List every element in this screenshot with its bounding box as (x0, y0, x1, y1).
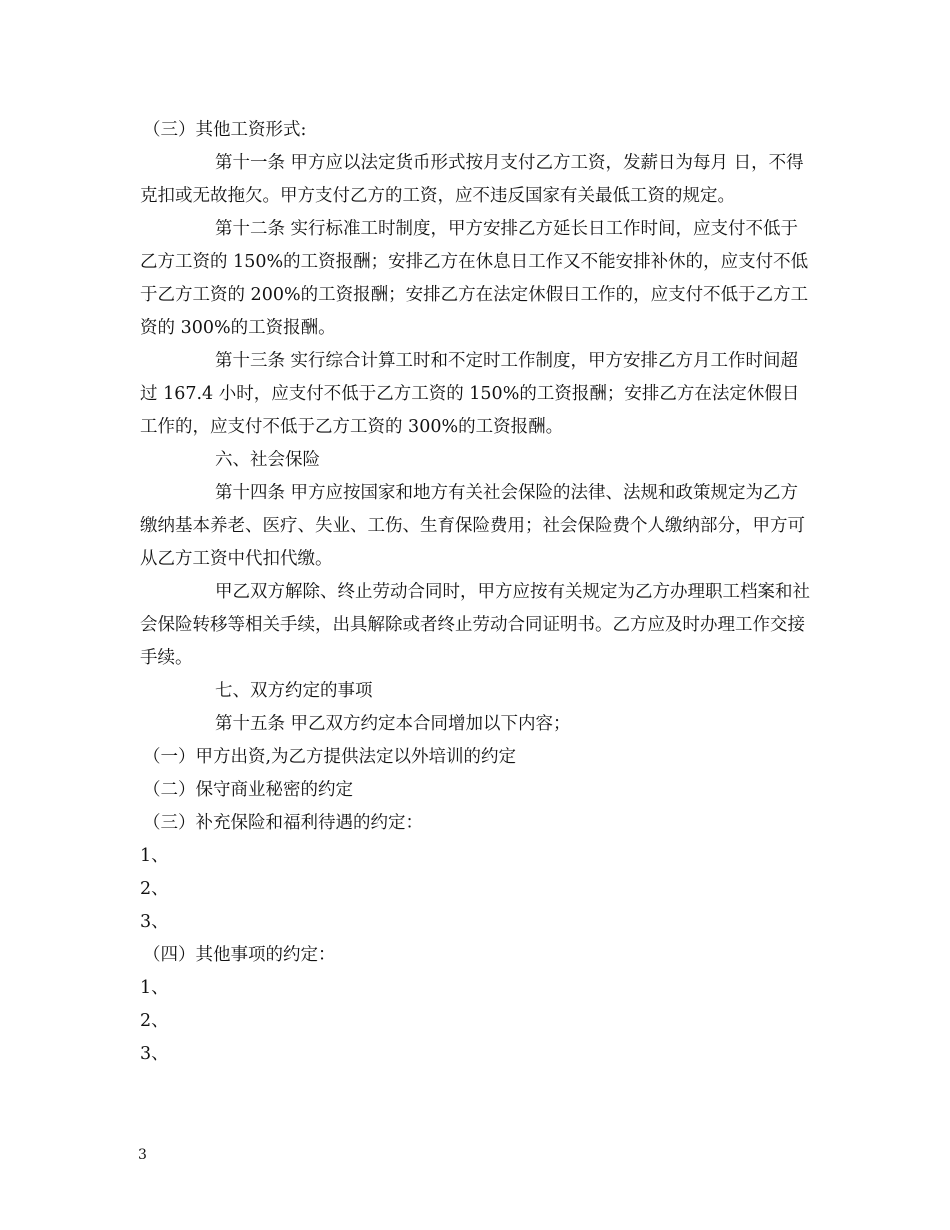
document-body (140, 114, 812, 1071)
article-15-paragraph: 第十五条 甲乙双方约定本合同增加以下内容； (215, 714, 571, 734)
clause-other-matters: （四）其他事项的约定： (143, 945, 336, 965)
article-12-paragraph: 第十二条 实行标准工时制度，甲方安排乙方延长日工作时间，应支付不低于乙方工资的 150%的工资报酬；安排乙方在休息日工作又不能安排补休的，应支付不低于乙方工资的 200%的工资报酬；安排乙方在法定休假日工作的，应支付不低于乙方工资的 300%的工资报酬。 (140, 219, 809, 338)
chapter-heading-social-insurance: 六、社会保险 (215, 450, 320, 470)
clause-training: （一）甲方出资,为乙方提供法定以外培训的约定 (143, 747, 517, 767)
list-item: 3、 (140, 1044, 169, 1064)
article-14-paragraph: 第十四条 甲方应按国家和地方有关社会保险的法律、法规和政策规定为乙方缴纳基本养老、医疗、失业、工伤、生育保险费用；社会保险费个人缴纳部分，甲方可从乙方工资中代扣代缴。 (140, 483, 805, 569)
section-heading: （三）其他工资形式: (143, 120, 307, 140)
termination-paragraph: 甲乙双方解除、终止劳动合同时，甲方应按有关规定为乙方办理职工档案和社会保险转移等相关手续，出具解除或者终止劳动合同证明书。乙方应及时办理工作交接手续。 (140, 582, 810, 668)
article-11-paragraph: 第十一条 甲方应以法定货币形式按月支付乙方工资，发薪日为每月 日，不得克扣或无故拖欠。甲方支付乙方的工资，应不违反国家有关最低工资的规定。 (140, 153, 804, 206)
list-item: 2、 (140, 879, 169, 899)
clause-confidentiality: （二）保守商业秘密的约定 (143, 780, 353, 800)
clause-supplementary-insurance: （三）补充保险和福利待遇的约定： (143, 813, 423, 833)
chapter-heading-agreed-matters: 七、双方约定的事项 (215, 681, 373, 701)
article-13-paragraph: 第十三条 实行综合计算工时和不定时工作制度，甲方安排乙方月工作时间超过 167.4 小时，应支付不低于乙方工资的 150%的工资报酬；安排乙方在法定休假日工作的，应支付不低于乙方工资的 300%的工资报酬。 (140, 351, 800, 437)
list-item: 1、 (140, 846, 169, 866)
list-item: 3、 (140, 912, 169, 932)
list-item: 2、 (140, 1011, 169, 1031)
list-item: 1、 (140, 978, 169, 998)
page-number: 3 (138, 1147, 147, 1163)
